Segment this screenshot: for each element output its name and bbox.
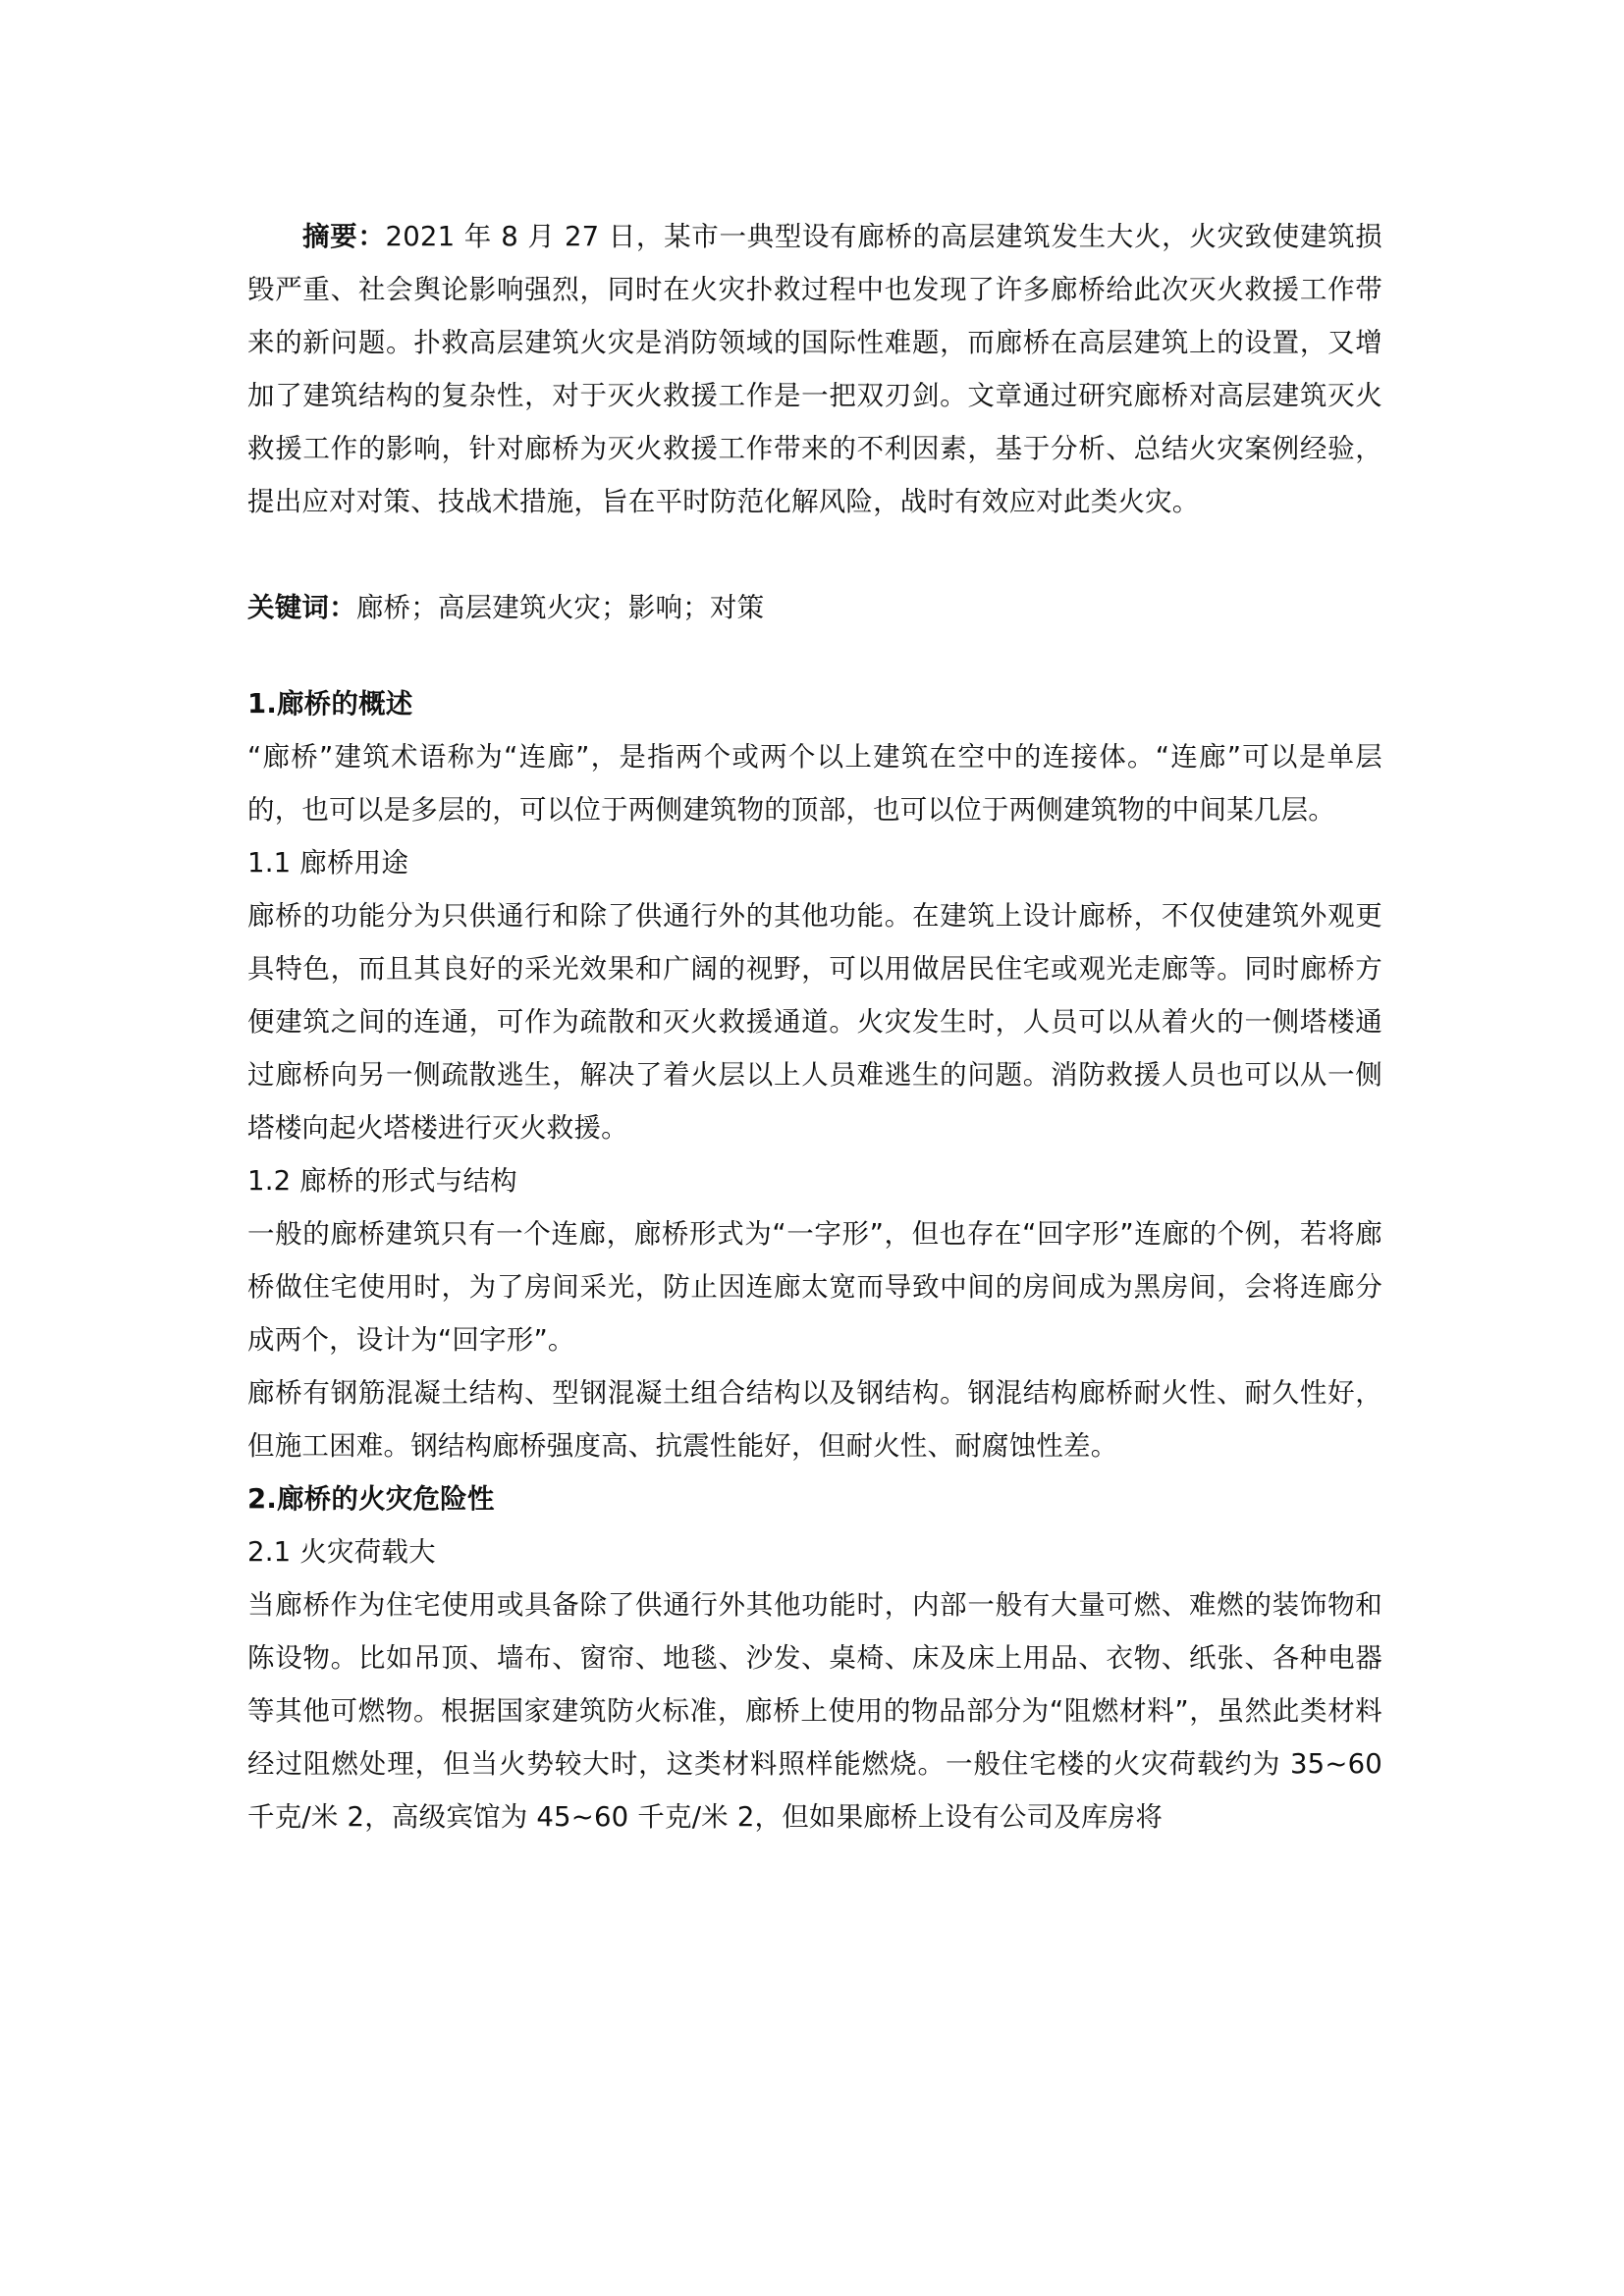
abstract-paragraph [247,210,1382,528]
abstract-label: 摘要： [302,221,386,252]
subsection-2-1-paragraph: 当廊桥作为住宅使用或具备除了供通行外其他功能时，内部一般有大量可燃、难燃的装饰物和陈设物。比如吊顶、墙布、窗帘、地毯、沙发、桌椅、床及床上用品、衣物、纸张、各种电器等其他可燃物。根据国家建筑防火标准，廊桥上使用的物品部分为“阻燃材料”，虽然此类材料经过阻燃处理，但当火势较大时，这类材料照样能燃烧。一般住宅楼的火灾荷载约为 35~60 千克/米 2，高级宾馆为 45~60 千克/米 2，但如果廊桥上设有公司及库房将 [247,1589,1382,1833]
subsection-2-1-heading: 2.1 火灾荷载大 [247,1536,436,1568]
subsection-1-1-heading: 1.1 廊桥用途 [247,847,409,879]
abstract-text: 2021 年 8 月 27 日，某市一典型设有廊桥的高层建筑发生大火，火灾致使建筑损毁严重、社会舆论影响强烈，同时在火灾扑救过程中也发现了许多廊桥给此次灭火救援工作带来的新问题。扑救高层建筑火灾是消防领域的国际性难题，而廊桥在高层建筑上的设置，又增加了建筑结构的复杂性，对于灭火救援工作是一把双刃剑。文章通过研究廊桥对高层建筑灭火救援工作的影响，针对廊桥为灭火救援工作带来的不利因素，基于分析、总结火灾案例经验，提出应对对策、技战术措施，旨在平时防范化解风险，战时有效应对此类火灾。 [247,221,1382,517]
section-2-heading: 2.廊桥的火灾危险性 [247,1483,495,1515]
subsection-1-2-paragraph-1: 一般的廊桥建筑只有一个连廊，廊桥形式为“一字形”，但也存在“回字形”连廊的个例，若将廊桥做住宅使用时，为了房间采光，防止因连廊太宽而导致中间的房间成为黑房间，会将连廊分成两个，设计为“回字形”。 [247,1218,1382,1356]
document-page [247,210,1382,1843]
subsection-1-1-paragraph: 廊桥的功能分为只供通行和除了供通行外的其他功能。在建筑上设计廊桥，不仅使建筑外观更具特色，而且其良好的采光效果和广阔的视野，可以用做居民住宅或观光走廊等。同时廊桥方便建筑之间的连通，可作为疏散和灭火救援通道。火灾发生时，人员可以从着火的一侧塔楼通过廊桥向另一侧疏散逃生，解决了着火层以上人员难逃生的问题。消防救援人员也可以从一侧塔楼向起火塔楼进行灭火救援。 [247,900,1382,1144]
keywords-label: 关键词： [247,592,356,623]
subsection-1-2-heading: 1.2 廊桥的形式与结构 [247,1165,517,1197]
keywords-line [247,581,1382,634]
section-1-intro: “廊桥”建筑术语称为“连廊”，是指两个或两个以上建筑在空中的连接体。“连廊”可以是单层的，也可以是多层的，可以位于两侧建筑物的顶部，也可以位于两侧建筑物的中间某几层。 [247,741,1382,826]
subsection-1-2-paragraph-2: 廊桥有钢筋混凝土结构、型钢混凝土组合结构以及钢结构。钢混结构廊桥耐火性、耐久性好，但施工困难。钢结构廊桥强度高、抗震性能好，但耐火性、耐腐蚀性差。 [247,1377,1382,1462]
section-1-heading: 1.廊桥的概述 [247,688,413,720]
keywords-text: 廊桥；高层建筑火灾；影响；对策 [355,592,765,623]
